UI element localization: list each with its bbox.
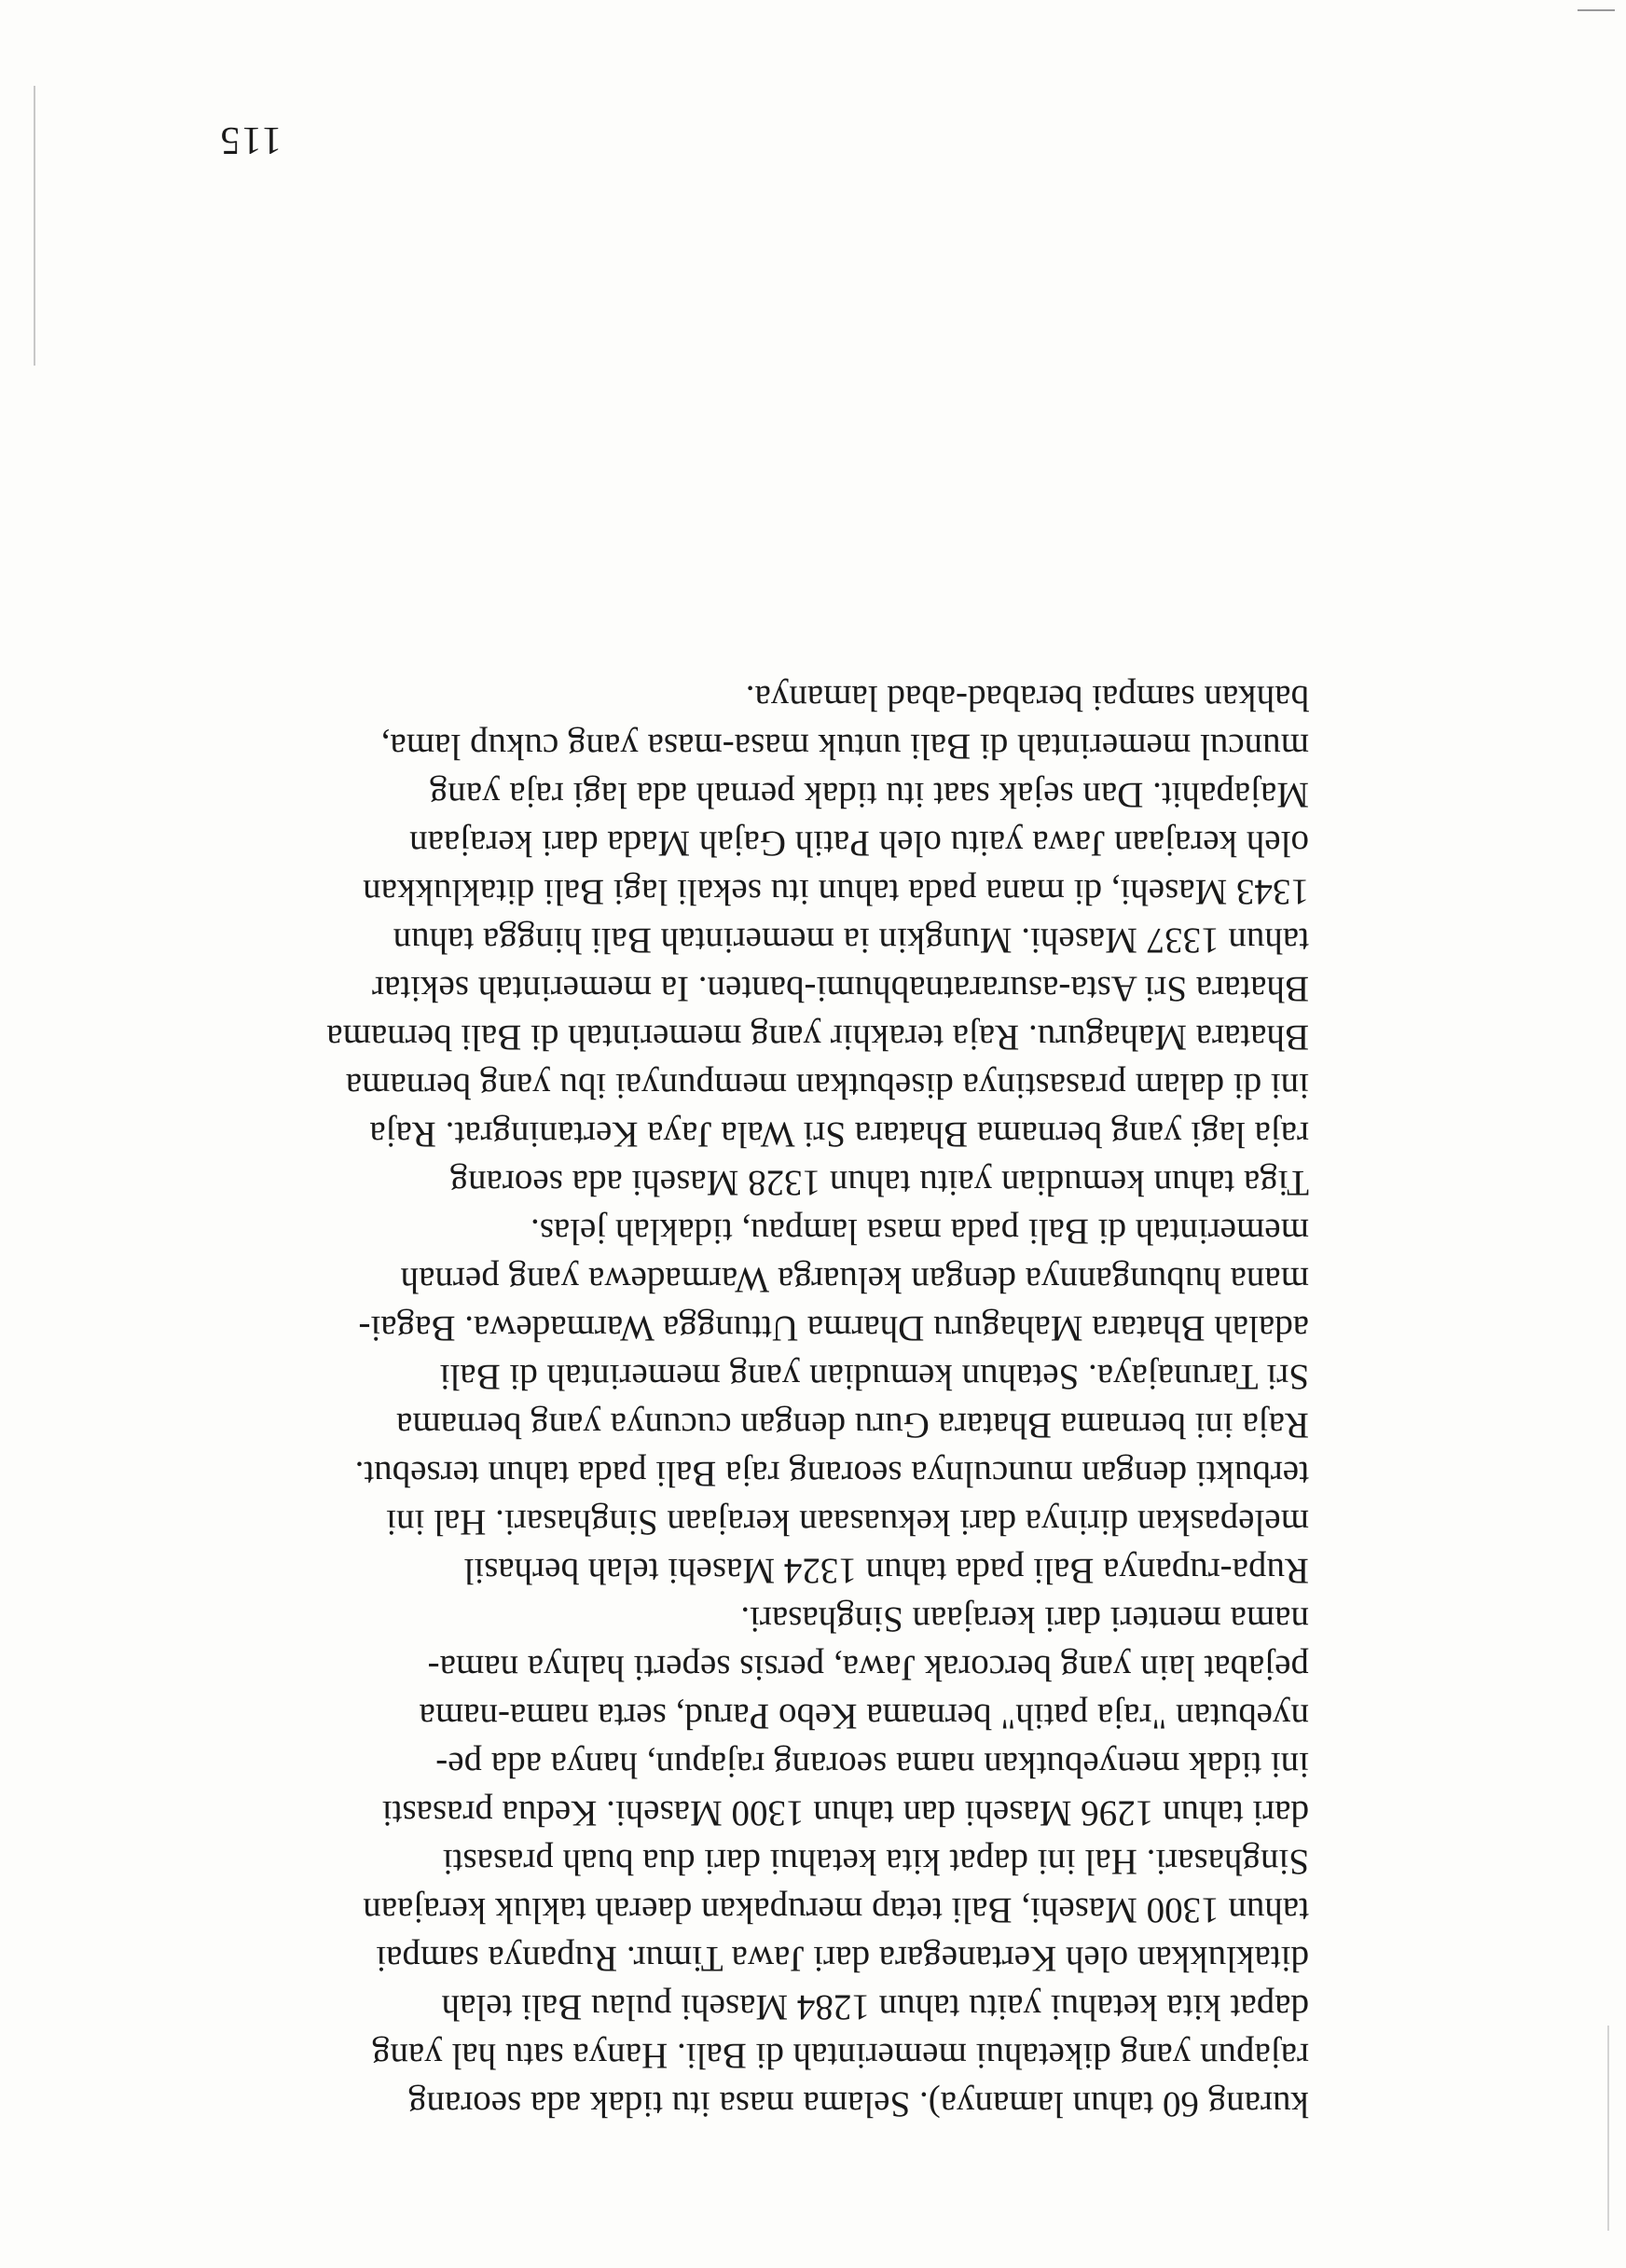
paragraph-2: Rupa-rupanya Bali pada tahun 1324 Masehi telah berhasil melepaskan dirinya dari kekuasaan kerajaan Singhasari. Hal ini terbukti dengan munculnya seorang raja Bali pada tahun tersebut. Raja ini bernama Bhatara Guru dengan cucunya yang bernama Sri Tarunajaya. Setahun kemudian yang memerintah di Bali adalah Bhatara Mahaguru Dharma Uttungga Warmadewa. Bagai- mana hubungannya dengan keluarga Warmadewa yang pernah memerintah di Bali pada masa lampau, tidaklah jelas. [354, 1211, 1309, 1591]
paragraph-3: Tiga tahun kemudian yaitu tahun 1328 Masehi ada seorang raja lagi yang bernama Bhatara Sri Wala Jaya Kertaningrat. Raja ini di dalam prasastinya disebutkan mempunyai ibu yang bernama Bhatara Mahaguru. Raja terakhir yang memerintah di Bali bernama Bhatara Sri Asta-asuraratnabhumi-banten. Ia memerintah sekitar tahun 1337 Masehi. Mungkin ia memerintah Bali hingga tahun 1343 Masehi, di mana pada tahun itu sekali lagi Bali ditaklukkan oleh kerajaan Jawa yaitu oleh Patih Gajah Mada dari kerajaan Majapahit. Dan sejak saat itu tidak pernah ada lagi raja yang muncul memerintah di Bali untuk masa-masa yang cukup lama, bahkan sampai berabad-abad lamanya. [326, 678, 1309, 1203]
scan-edge-shadow [34, 86, 35, 366]
page-number: 115 [218, 118, 282, 161]
scan-mark [1578, 9, 1615, 11]
scan-edge-shadow [1607, 2026, 1609, 2231]
paragraph-1: kurang 60 tahun lamanya). Selama masa itu tidak ada seorang rajapun yang diketahui memerintah di Bali. Hanya satu hal yang dapat kita ketahui yaitu tahun 1284 Masehi pulau Bali telah ditaklukkan oleh Kertanegara dari Jawa Timur. Rupanya sampai tahun 1300 Masehi, Bali tetap merupakan daerah takluk kerajaan Singhasari. Hal ini dapat kita ketahui dari dua buah prasasti dari tahun 1296 Masehi dan tahun 1300 Masehi. Kedua prasasti ini tidak menyebutkan nama seorang rajapun, hanya ada pe- nyebutan "raja patih" bernama Kebo Parud, serta nama-nama pejabat lain yang bercorak Jawa, persis seperti halnya nama- nama menteri dari kerajaan Singhasari. [363, 1599, 1309, 2124]
body-text [218, 673, 1309, 2128]
